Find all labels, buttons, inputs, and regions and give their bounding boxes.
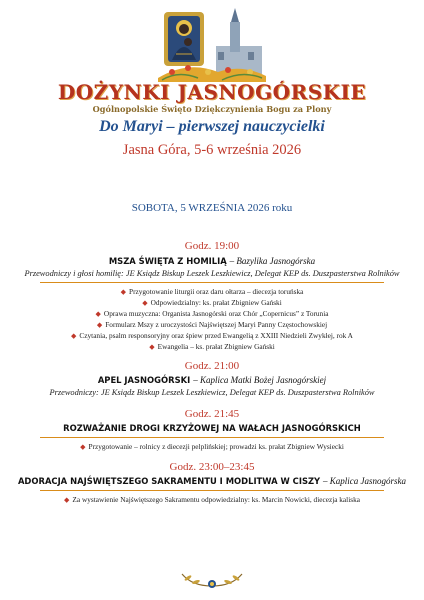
diamond-bullet-icon: ◆ — [80, 443, 86, 451]
event-place: – Kaplica Jasnogórska — [323, 476, 407, 486]
event-detail: Przewodniczy: JE Ksiądz Biskup Leszek Leszkiewicz, Delegat KEP ds. Duszpasterstwa Rolników — [49, 388, 375, 397]
event-time: Godz. 21:45 — [184, 408, 240, 420]
diamond-bullet-icon: ◆ — [142, 299, 148, 307]
diamond-bullet-icon: ◆ — [64, 496, 70, 504]
event-detail: Przewodniczy i głosi homilię: JE Ksiądz Biskup Leszek Leszkiewicz, Delegat KEP ds. Duszpasterstwa Rolników — [24, 269, 400, 278]
list-item: ◆ Odpowiedzialny: ks. prałat Zbigniew Gański — [142, 298, 282, 307]
diamond-bullet-icon: ◆ — [96, 321, 103, 329]
diamond-bullet-icon: ◆ — [149, 343, 155, 351]
event-place: – Kaplica Matki Bożej Jasnogórskiej — [193, 375, 327, 385]
day-heading: SOBOTA, 5 WRZEŚNIA 2026 roku — [131, 202, 293, 214]
place-date: Jasna Góra, 5-6 września 2026 — [122, 142, 302, 158]
event-time: Godz. 19:00 — [184, 240, 240, 252]
event-name: ROZWAŻANIE DROGI KRZYŻOWEJ NA WAŁACH JASNOGÓRSKICH — [63, 423, 361, 433]
divider — [40, 282, 384, 283]
event-time: Godz. 23:00–23:45 — [169, 461, 255, 473]
wheat-wreath-ornament-icon — [172, 566, 252, 590]
list-item: ◆ Formularz Mszy z uroczystości Najświętszej Maryi Panny Częstochowskiej — [96, 320, 328, 329]
event-title — [0, 375, 424, 385]
diamond-bullet-icon: ◆ — [120, 288, 127, 296]
divider — [40, 437, 384, 438]
event-time: Godz. 21:00 — [184, 360, 240, 372]
black-madonna-icon — [164, 12, 204, 66]
diamond-bullet-icon: ◆ — [71, 332, 77, 340]
event-name: APEL JASNOGÓRSKI — [97, 375, 191, 385]
list-item: ◆ Oprawa muzyczna: Organista Jasnogórski oraz Chór „Copernicus” z Torunia — [95, 309, 329, 318]
list-item: ◆ Ewangelia – ks. prałat Zbigniew Gański — [149, 342, 275, 351]
list-item: ◆ Przygotowanie liturgii oraz daru ołtarza – diecezja toruńska — [120, 287, 304, 296]
event-title — [0, 256, 424, 266]
list-item: ◆ Za wystawienie Najświętszego Sakramentu odpowiedzialny: ks. Marcin Nowicki, diecezja kaliska — [64, 495, 360, 504]
event-name: MSZA ŚWIĘTA Z HOMILIĄ — [108, 256, 227, 266]
event-name: ADORACJA NAJŚWIĘTSZEGO SAKRAMENTU I MODLITWA W CISZY — [17, 476, 321, 486]
page-title: Do Maryi – pierwszej nauczycielki — [99, 118, 325, 135]
brand-subtitle: Ogólnopolskie Święto Dziękczynienia Bogu za Plony — [92, 104, 332, 114]
header-illustration — [158, 8, 266, 82]
event-title — [0, 476, 424, 486]
event-title — [0, 423, 424, 433]
brand-title: DOŻYNKI JASNOGÓRSKIE — [57, 80, 367, 104]
list-item: ◆ Przygotowanie – rolnicy z diecezji pelplińskiej; prowadzi ks. prałat Zbigniew Wysiecki — [80, 442, 344, 451]
monastery-tower-icon — [216, 8, 262, 74]
event-place: – Bazylika Jasnogórska — [229, 256, 316, 266]
list-item: ◆ Czytania, psalm responsoryjny oraz śpiew przed Ewangelią z XXIII Niedzieli Zwykłej, rok A — [71, 331, 353, 340]
diamond-bullet-icon: ◆ — [95, 310, 101, 318]
divider — [40, 490, 384, 491]
